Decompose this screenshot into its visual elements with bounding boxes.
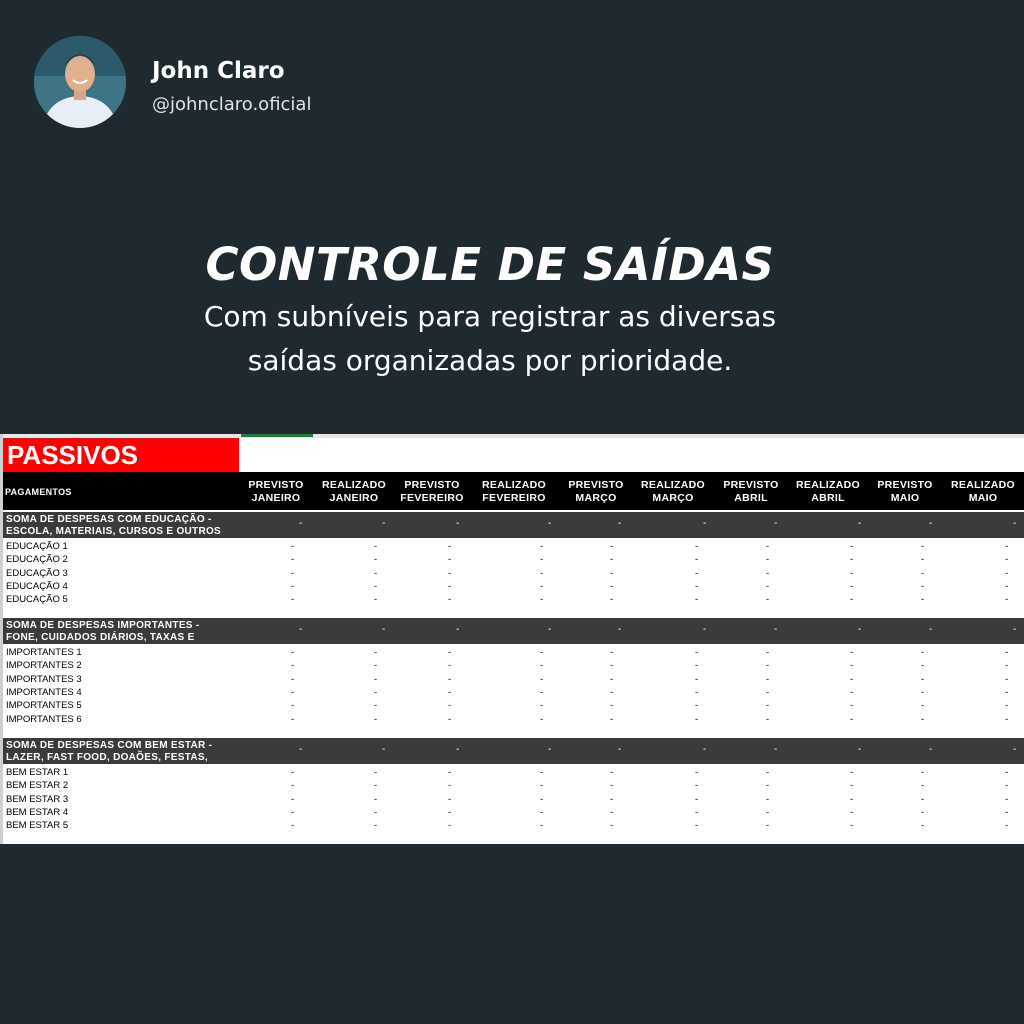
value-cell[interactable]: -	[610, 820, 614, 832]
value-cell[interactable]: -	[291, 780, 295, 792]
value-cell[interactable]: -	[695, 793, 699, 805]
section-total-cell[interactable]: -	[618, 518, 622, 529]
section-total-cell[interactable]: -	[382, 744, 386, 755]
value-cell[interactable]: -	[374, 820, 378, 832]
value-cell[interactable]: -	[850, 673, 854, 685]
selected-cell-indicator	[241, 434, 313, 437]
column-header: PREVISTO MARÇO	[568, 479, 624, 504]
value-cell[interactable]: -	[695, 647, 699, 658]
column-header: REALIZADO FEVEREIRO	[482, 479, 546, 504]
section-total-cell[interactable]: -	[1013, 518, 1017, 529]
value-cell[interactable]: -	[921, 767, 925, 778]
value-cell[interactable]: -	[291, 580, 295, 592]
section-total-cell[interactable]: -	[703, 624, 707, 635]
value-cell[interactable]: -	[766, 780, 770, 792]
value-cell[interactable]: -	[1005, 767, 1009, 778]
author-handle: @johnclaro.oficial	[152, 94, 312, 115]
table-row[interactable]	[3, 540, 1024, 553]
table-row[interactable]	[3, 819, 1024, 832]
section-total-cell[interactable]: -	[774, 744, 778, 755]
section-total-cell[interactable]: -	[1013, 744, 1017, 755]
column-header: PREVISTO ABRIL	[723, 479, 779, 504]
value-cell[interactable]: -	[291, 567, 295, 579]
table-row[interactable]	[3, 699, 1024, 712]
value-cell[interactable]: -	[1005, 647, 1009, 658]
value-cell[interactable]: -	[766, 647, 770, 658]
value-cell[interactable]: -	[921, 806, 925, 818]
section-total-cell[interactable]: -	[299, 744, 303, 755]
value-cell[interactable]: -	[540, 554, 544, 566]
section-total-cell[interactable]: -	[618, 744, 622, 755]
value-cell[interactable]: -	[291, 820, 295, 832]
section-total-cell[interactable]: -	[618, 624, 622, 635]
value-cell[interactable]: -	[921, 700, 925, 712]
value-cell[interactable]: -	[921, 594, 925, 606]
section-total-cell[interactable]: -	[929, 518, 933, 529]
row-label: IMPORTANTES 5	[6, 700, 82, 712]
value-cell[interactable]: -	[374, 793, 378, 805]
value-cell[interactable]: -	[695, 820, 699, 832]
section-total-cell[interactable]: -	[774, 518, 778, 529]
value-cell[interactable]: -	[374, 700, 378, 712]
value-cell[interactable]: -	[695, 806, 699, 818]
column-header: PREVISTO FEVEREIRO	[400, 479, 464, 504]
value-cell[interactable]: -	[540, 806, 544, 818]
value-cell[interactable]: -	[921, 673, 925, 685]
column-header: REALIZADO MAIO	[951, 479, 1015, 504]
value-cell[interactable]: -	[1005, 820, 1009, 832]
value-cell[interactable]: -	[540, 580, 544, 592]
value-cell[interactable]: -	[766, 567, 770, 579]
value-cell[interactable]: -	[291, 686, 295, 698]
value-cell[interactable]: -	[766, 767, 770, 778]
value-cell[interactable]: -	[766, 594, 770, 606]
value-cell[interactable]: -	[448, 686, 452, 698]
section-total-cell[interactable]: -	[382, 518, 386, 529]
value-cell[interactable]: -	[1005, 567, 1009, 579]
row-label: BEM ESTAR 2	[6, 780, 69, 792]
value-cell[interactable]: -	[921, 793, 925, 805]
section-total-cell[interactable]: -	[929, 624, 933, 635]
value-cell[interactable]: -	[850, 594, 854, 606]
value-cell[interactable]: -	[610, 673, 614, 685]
value-cell[interactable]: -	[291, 793, 295, 805]
value-cell[interactable]: -	[291, 660, 295, 672]
value-cell[interactable]: -	[540, 647, 544, 658]
value-cell[interactable]: -	[1005, 700, 1009, 712]
value-cell[interactable]: -	[448, 567, 452, 579]
value-cell[interactable]: -	[695, 580, 699, 592]
value-cell[interactable]: -	[540, 673, 544, 685]
section-total-cell[interactable]: -	[456, 624, 460, 635]
column-header-row	[3, 472, 1024, 510]
value-cell[interactable]: -	[850, 567, 854, 579]
value-cell[interactable]: -	[374, 806, 378, 818]
value-cell[interactable]: -	[766, 793, 770, 805]
value-cell[interactable]: -	[448, 660, 452, 672]
value-cell[interactable]: -	[448, 580, 452, 592]
value-cell[interactable]: -	[448, 673, 452, 685]
author-avatar	[34, 36, 126, 128]
value-cell[interactable]: -	[374, 767, 378, 778]
column-header: REALIZADO JANEIRO	[322, 479, 386, 504]
value-cell[interactable]: -	[695, 541, 699, 552]
table-row[interactable]	[3, 567, 1024, 580]
row-label: EDUCAÇÃO 1	[6, 541, 68, 552]
row-label: BEM ESTAR 4	[6, 806, 69, 818]
value-cell[interactable]: -	[921, 820, 925, 832]
value-cell[interactable]: -	[850, 686, 854, 698]
row-label: BEM ESTAR 5	[6, 820, 69, 832]
header-pagamentos: PAGAMENTOS	[5, 487, 72, 497]
value-cell[interactable]: -	[850, 647, 854, 658]
value-cell[interactable]: -	[850, 541, 854, 552]
section-total-cell[interactable]: -	[703, 518, 707, 529]
value-cell[interactable]: -	[540, 567, 544, 579]
value-cell[interactable]: -	[291, 700, 295, 712]
section-total-cell[interactable]: -	[548, 518, 552, 529]
value-cell[interactable]: -	[291, 806, 295, 818]
table-row[interactable]	[3, 779, 1024, 792]
value-cell[interactable]: -	[610, 647, 614, 658]
value-cell[interactable]: -	[695, 673, 699, 685]
value-cell[interactable]: -	[1005, 580, 1009, 592]
subheadline-line2: saídas organizadas por prioridade.	[247, 344, 733, 377]
sheet-title: PASSIVOS	[3, 438, 239, 472]
value-cell[interactable]: -	[448, 713, 452, 725]
section-total-cell[interactable]: -	[858, 744, 862, 755]
section-total-cell[interactable]: -	[858, 518, 862, 529]
value-cell[interactable]: -	[921, 686, 925, 698]
column-header: PREVISTO JANEIRO	[248, 479, 304, 504]
row-label: IMPORTANTES 6	[6, 713, 82, 725]
value-cell[interactable]: -	[850, 820, 854, 832]
row-label: BEM ESTAR 3	[6, 793, 69, 805]
value-cell[interactable]: -	[540, 541, 544, 552]
value-cell[interactable]: -	[695, 567, 699, 579]
value-cell[interactable]: -	[374, 554, 378, 566]
value-cell[interactable]: -	[766, 820, 770, 832]
column-header: REALIZADO ABRIL	[796, 479, 860, 504]
value-cell[interactable]: -	[540, 820, 544, 832]
subheadline-line1: Com subníveis para registrar as diversas	[203, 300, 777, 333]
value-cell[interactable]: -	[1005, 793, 1009, 805]
value-cell[interactable]: -	[374, 580, 378, 592]
value-cell[interactable]: -	[921, 541, 925, 552]
value-cell[interactable]: -	[766, 713, 770, 725]
value-cell[interactable]: -	[766, 806, 770, 818]
value-cell[interactable]: -	[374, 686, 378, 698]
value-cell[interactable]: -	[448, 594, 452, 606]
table-row[interactable]	[3, 593, 1024, 606]
column-header: REALIZADO MARÇO	[641, 479, 705, 504]
table-row[interactable]	[3, 713, 1024, 726]
value-cell[interactable]: -	[448, 806, 452, 818]
section-total-cell[interactable]: -	[456, 744, 460, 755]
value-cell[interactable]: -	[448, 767, 452, 778]
value-cell[interactable]: -	[1005, 673, 1009, 685]
section-label: SOMA DE DESPESAS COM BEM ESTAR - LAZER, FAST FOOD, DOAÕES, FESTAS,	[6, 740, 213, 763]
value-cell[interactable]: -	[766, 686, 770, 698]
value-cell[interactable]: -	[610, 767, 614, 778]
value-cell[interactable]: -	[610, 567, 614, 579]
value-cell[interactable]: -	[291, 541, 295, 552]
value-cell[interactable]: -	[610, 793, 614, 805]
value-cell[interactable]: -	[1005, 713, 1009, 725]
value-cell[interactable]: -	[695, 686, 699, 698]
value-cell[interactable]: -	[540, 686, 544, 698]
value-cell[interactable]: -	[540, 767, 544, 778]
section-total-cell[interactable]: -	[548, 624, 552, 635]
table-row[interactable]	[3, 646, 1024, 659]
value-cell[interactable]: -	[610, 713, 614, 725]
value-cell[interactable]: -	[540, 660, 544, 672]
value-cell[interactable]: -	[850, 713, 854, 725]
section-row[interactable]	[3, 618, 1024, 644]
section-total-cell[interactable]: -	[929, 744, 933, 755]
value-cell[interactable]: -	[291, 673, 295, 685]
value-cell[interactable]: -	[291, 594, 295, 606]
value-cell[interactable]: -	[291, 554, 295, 566]
value-cell[interactable]: -	[850, 806, 854, 818]
row-label: IMPORTANTES 3	[6, 673, 82, 685]
value-cell[interactable]: -	[850, 780, 854, 792]
section-label: SOMA DE DESPESAS IMPORTANTES - FONE, CUIDADOS DIÁRIOS, TAXAS E	[6, 620, 200, 643]
section-total-cell[interactable]: -	[774, 624, 778, 635]
value-cell[interactable]: -	[921, 580, 925, 592]
value-cell[interactable]: -	[1005, 660, 1009, 672]
table-row[interactable]	[3, 766, 1024, 779]
value-cell[interactable]: -	[850, 554, 854, 566]
table-row[interactable]	[3, 793, 1024, 806]
value-cell[interactable]: -	[374, 660, 378, 672]
value-cell[interactable]: -	[921, 567, 925, 579]
value-cell[interactable]: -	[921, 713, 925, 725]
table-row[interactable]	[3, 806, 1024, 819]
section-row[interactable]	[3, 738, 1024, 764]
value-cell[interactable]: -	[766, 554, 770, 566]
row-label: IMPORTANTES 1	[6, 647, 82, 658]
section-total-cell[interactable]: -	[858, 624, 862, 635]
column-header: PREVISTO MAIO	[877, 479, 933, 504]
value-cell[interactable]: -	[374, 780, 378, 792]
table-row[interactable]	[3, 553, 1024, 566]
value-cell[interactable]: -	[374, 567, 378, 579]
value-cell[interactable]: -	[610, 660, 614, 672]
section-total-cell[interactable]: -	[703, 744, 707, 755]
value-cell[interactable]: -	[921, 554, 925, 566]
value-cell[interactable]: -	[850, 793, 854, 805]
row-label: EDUCAÇÃO 2	[6, 554, 68, 566]
section-total-cell[interactable]: -	[382, 624, 386, 635]
section-total-cell[interactable]: -	[1013, 624, 1017, 635]
value-cell[interactable]: -	[850, 580, 854, 592]
value-cell[interactable]: -	[540, 700, 544, 712]
value-cell[interactable]: -	[291, 647, 295, 658]
author-name: John Claro	[152, 58, 285, 84]
value-cell[interactable]: -	[448, 700, 452, 712]
value-cell[interactable]: -	[921, 780, 925, 792]
value-cell[interactable]: -	[540, 780, 544, 792]
value-cell[interactable]: -	[610, 780, 614, 792]
row-label: EDUCAÇÃO 5	[6, 594, 68, 606]
section-label: SOMA DE DESPESAS COM EDUCAÇÃO - ESCOLA, MATERIAIS, CURSOS E OUTROS	[6, 514, 222, 537]
value-cell[interactable]: -	[850, 700, 854, 712]
table-row[interactable]	[3, 673, 1024, 686]
value-cell[interactable]: -	[448, 541, 452, 552]
section-total-cell[interactable]: -	[548, 744, 552, 755]
value-cell[interactable]: -	[448, 554, 452, 566]
value-cell[interactable]: -	[695, 700, 699, 712]
value-cell[interactable]: -	[766, 541, 770, 552]
value-cell[interactable]: -	[448, 780, 452, 792]
table-row[interactable]	[3, 686, 1024, 699]
row-label: IMPORTANTES 2	[6, 660, 82, 672]
page-headline: CONTROLE DE SAÍDAS	[205, 238, 775, 291]
section-total-cell[interactable]: -	[299, 624, 303, 635]
value-cell[interactable]: -	[610, 554, 614, 566]
section-row[interactable]	[3, 512, 1024, 538]
value-cell[interactable]: -	[695, 594, 699, 606]
row-label: EDUCAÇÃO 4	[6, 580, 68, 592]
value-cell[interactable]: -	[766, 580, 770, 592]
value-cell[interactable]: -	[610, 580, 614, 592]
value-cell[interactable]: -	[610, 806, 614, 818]
value-cell[interactable]: -	[766, 700, 770, 712]
value-cell[interactable]: -	[695, 554, 699, 566]
value-cell[interactable]: -	[1005, 594, 1009, 606]
table-row[interactable]	[3, 659, 1024, 672]
value-cell[interactable]: -	[921, 660, 925, 672]
value-cell[interactable]: -	[850, 767, 854, 778]
value-cell[interactable]: -	[374, 594, 378, 606]
value-cell[interactable]: -	[1005, 780, 1009, 792]
value-cell[interactable]: -	[540, 594, 544, 606]
value-cell[interactable]: -	[610, 686, 614, 698]
row-label: IMPORTANTES 4	[6, 686, 82, 698]
value-cell[interactable]: -	[695, 713, 699, 725]
row-label: EDUCAÇÃO 3	[6, 567, 68, 579]
section-total-cell[interactable]: -	[299, 518, 303, 529]
value-cell[interactable]: -	[448, 647, 452, 658]
value-cell[interactable]: -	[374, 713, 378, 725]
value-cell[interactable]: -	[374, 647, 378, 658]
value-cell[interactable]: -	[540, 793, 544, 805]
value-cell[interactable]: -	[448, 820, 452, 832]
value-cell[interactable]: -	[291, 767, 295, 778]
value-cell[interactable]: -	[374, 541, 378, 552]
value-cell[interactable]: -	[448, 793, 452, 805]
value-cell[interactable]: -	[610, 700, 614, 712]
value-cell[interactable]: -	[1005, 541, 1009, 552]
value-cell[interactable]: -	[291, 713, 295, 725]
value-cell[interactable]: -	[850, 660, 854, 672]
value-cell[interactable]: -	[766, 660, 770, 672]
value-cell[interactable]: -	[695, 780, 699, 792]
value-cell[interactable]: -	[374, 673, 378, 685]
spreadsheet	[0, 434, 1024, 844]
value-cell[interactable]: -	[921, 647, 925, 658]
value-cell[interactable]: -	[695, 767, 699, 778]
value-cell[interactable]: -	[1005, 806, 1009, 818]
value-cell[interactable]: -	[1005, 554, 1009, 566]
value-cell[interactable]: -	[766, 673, 770, 685]
section-total-cell[interactable]: -	[456, 518, 460, 529]
value-cell[interactable]: -	[540, 713, 544, 725]
row-label: BEM ESTAR 1	[6, 767, 69, 778]
value-cell[interactable]: -	[610, 594, 614, 606]
table-row[interactable]	[3, 580, 1024, 593]
value-cell[interactable]: -	[695, 660, 699, 672]
value-cell[interactable]: -	[610, 541, 614, 552]
value-cell[interactable]: -	[1005, 686, 1009, 698]
